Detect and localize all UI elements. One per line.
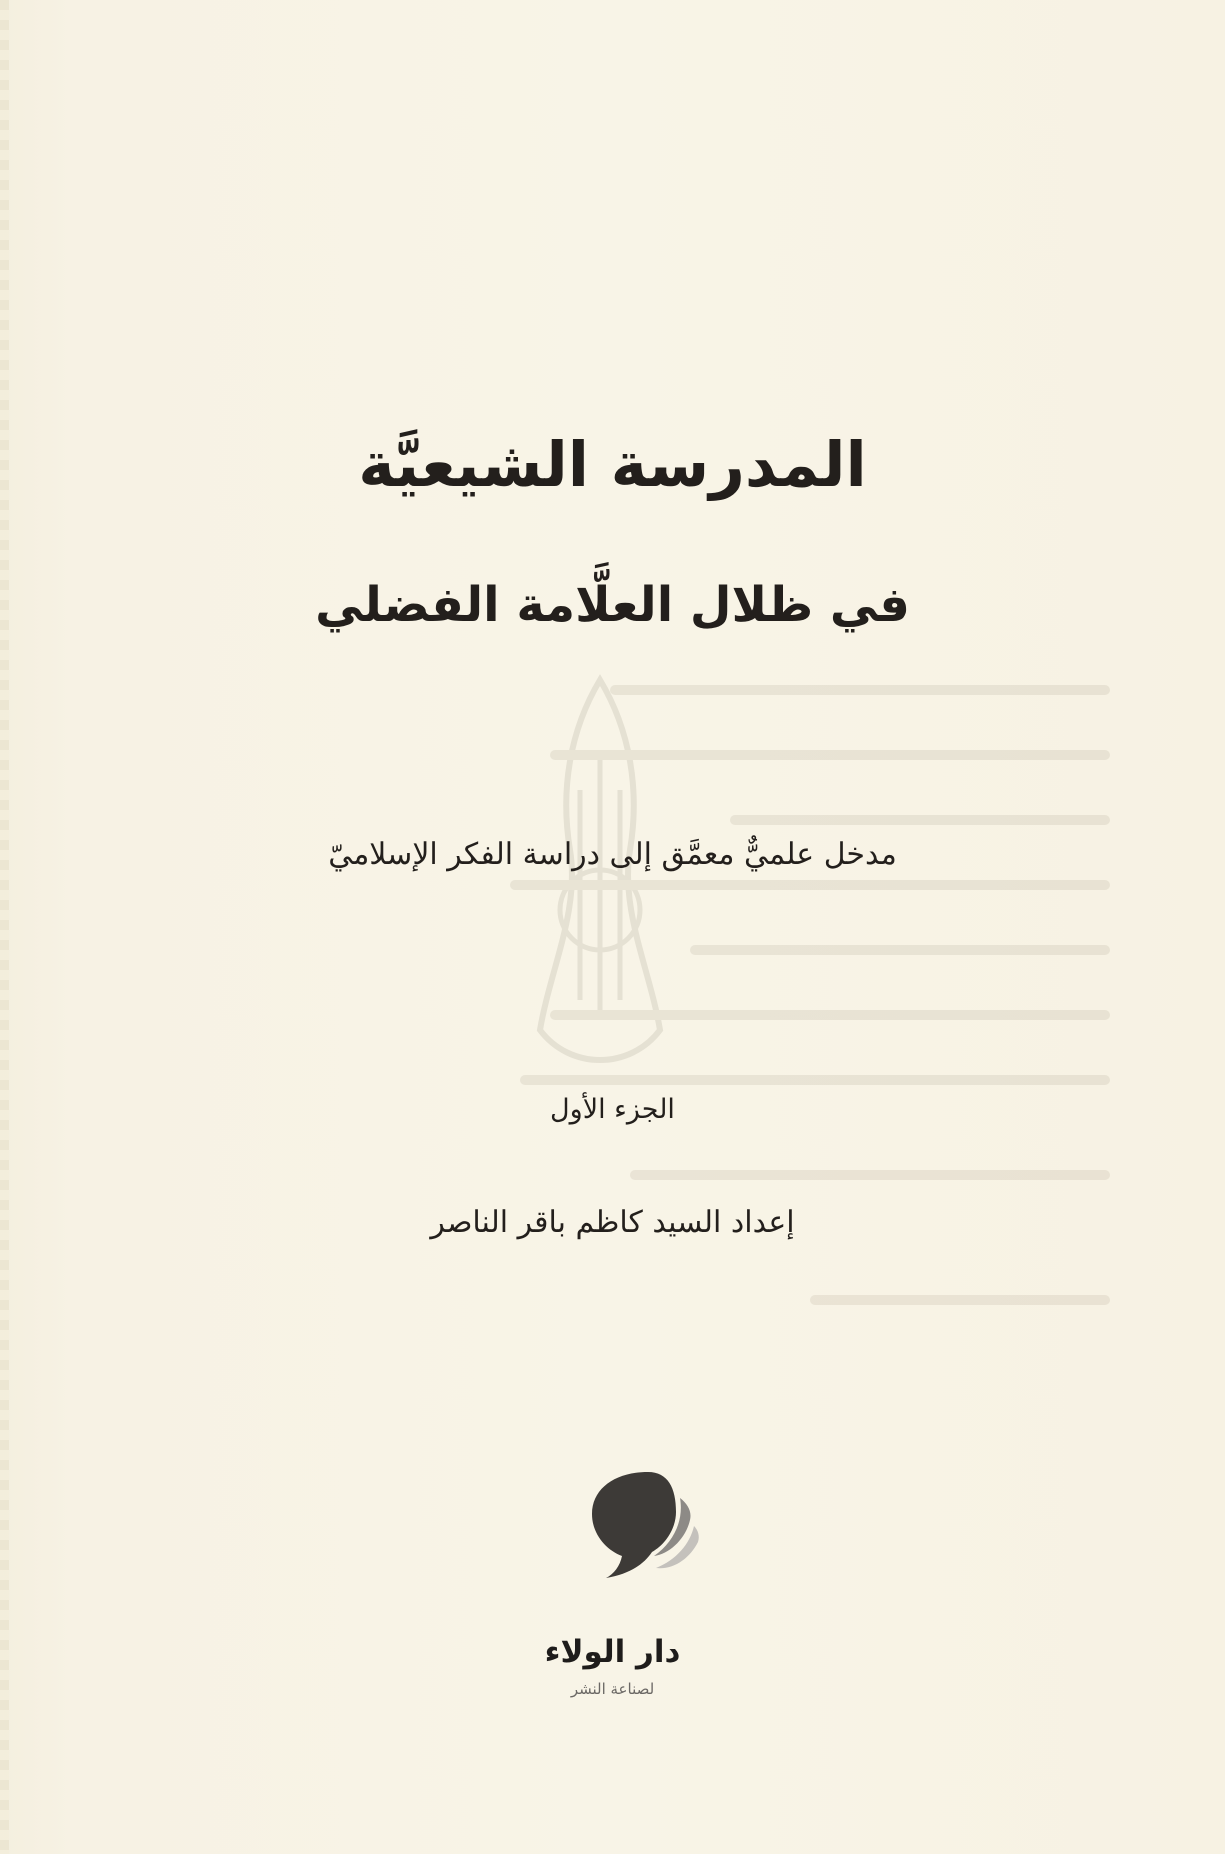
publisher-logo-icon (560, 1468, 710, 1578)
book-tagline: مدخل علميٌّ معمَّق إلى دراسة الفكر الإسلاميّ (328, 837, 897, 872)
volume-label: الجزء الأول (550, 1094, 675, 1125)
page-edge (0, 0, 9, 1854)
publisher-name: دار الولاء (544, 1634, 681, 1670)
publisher-tagline: لصناعة النشر (570, 1680, 655, 1698)
book-title: المدرسة الشيعيَّة (358, 428, 867, 501)
book-subtitle: في ظلال العلَّامة الفضلي (315, 577, 910, 633)
author-line: إعداد السيد كاظم باقر الناصر (430, 1205, 795, 1240)
